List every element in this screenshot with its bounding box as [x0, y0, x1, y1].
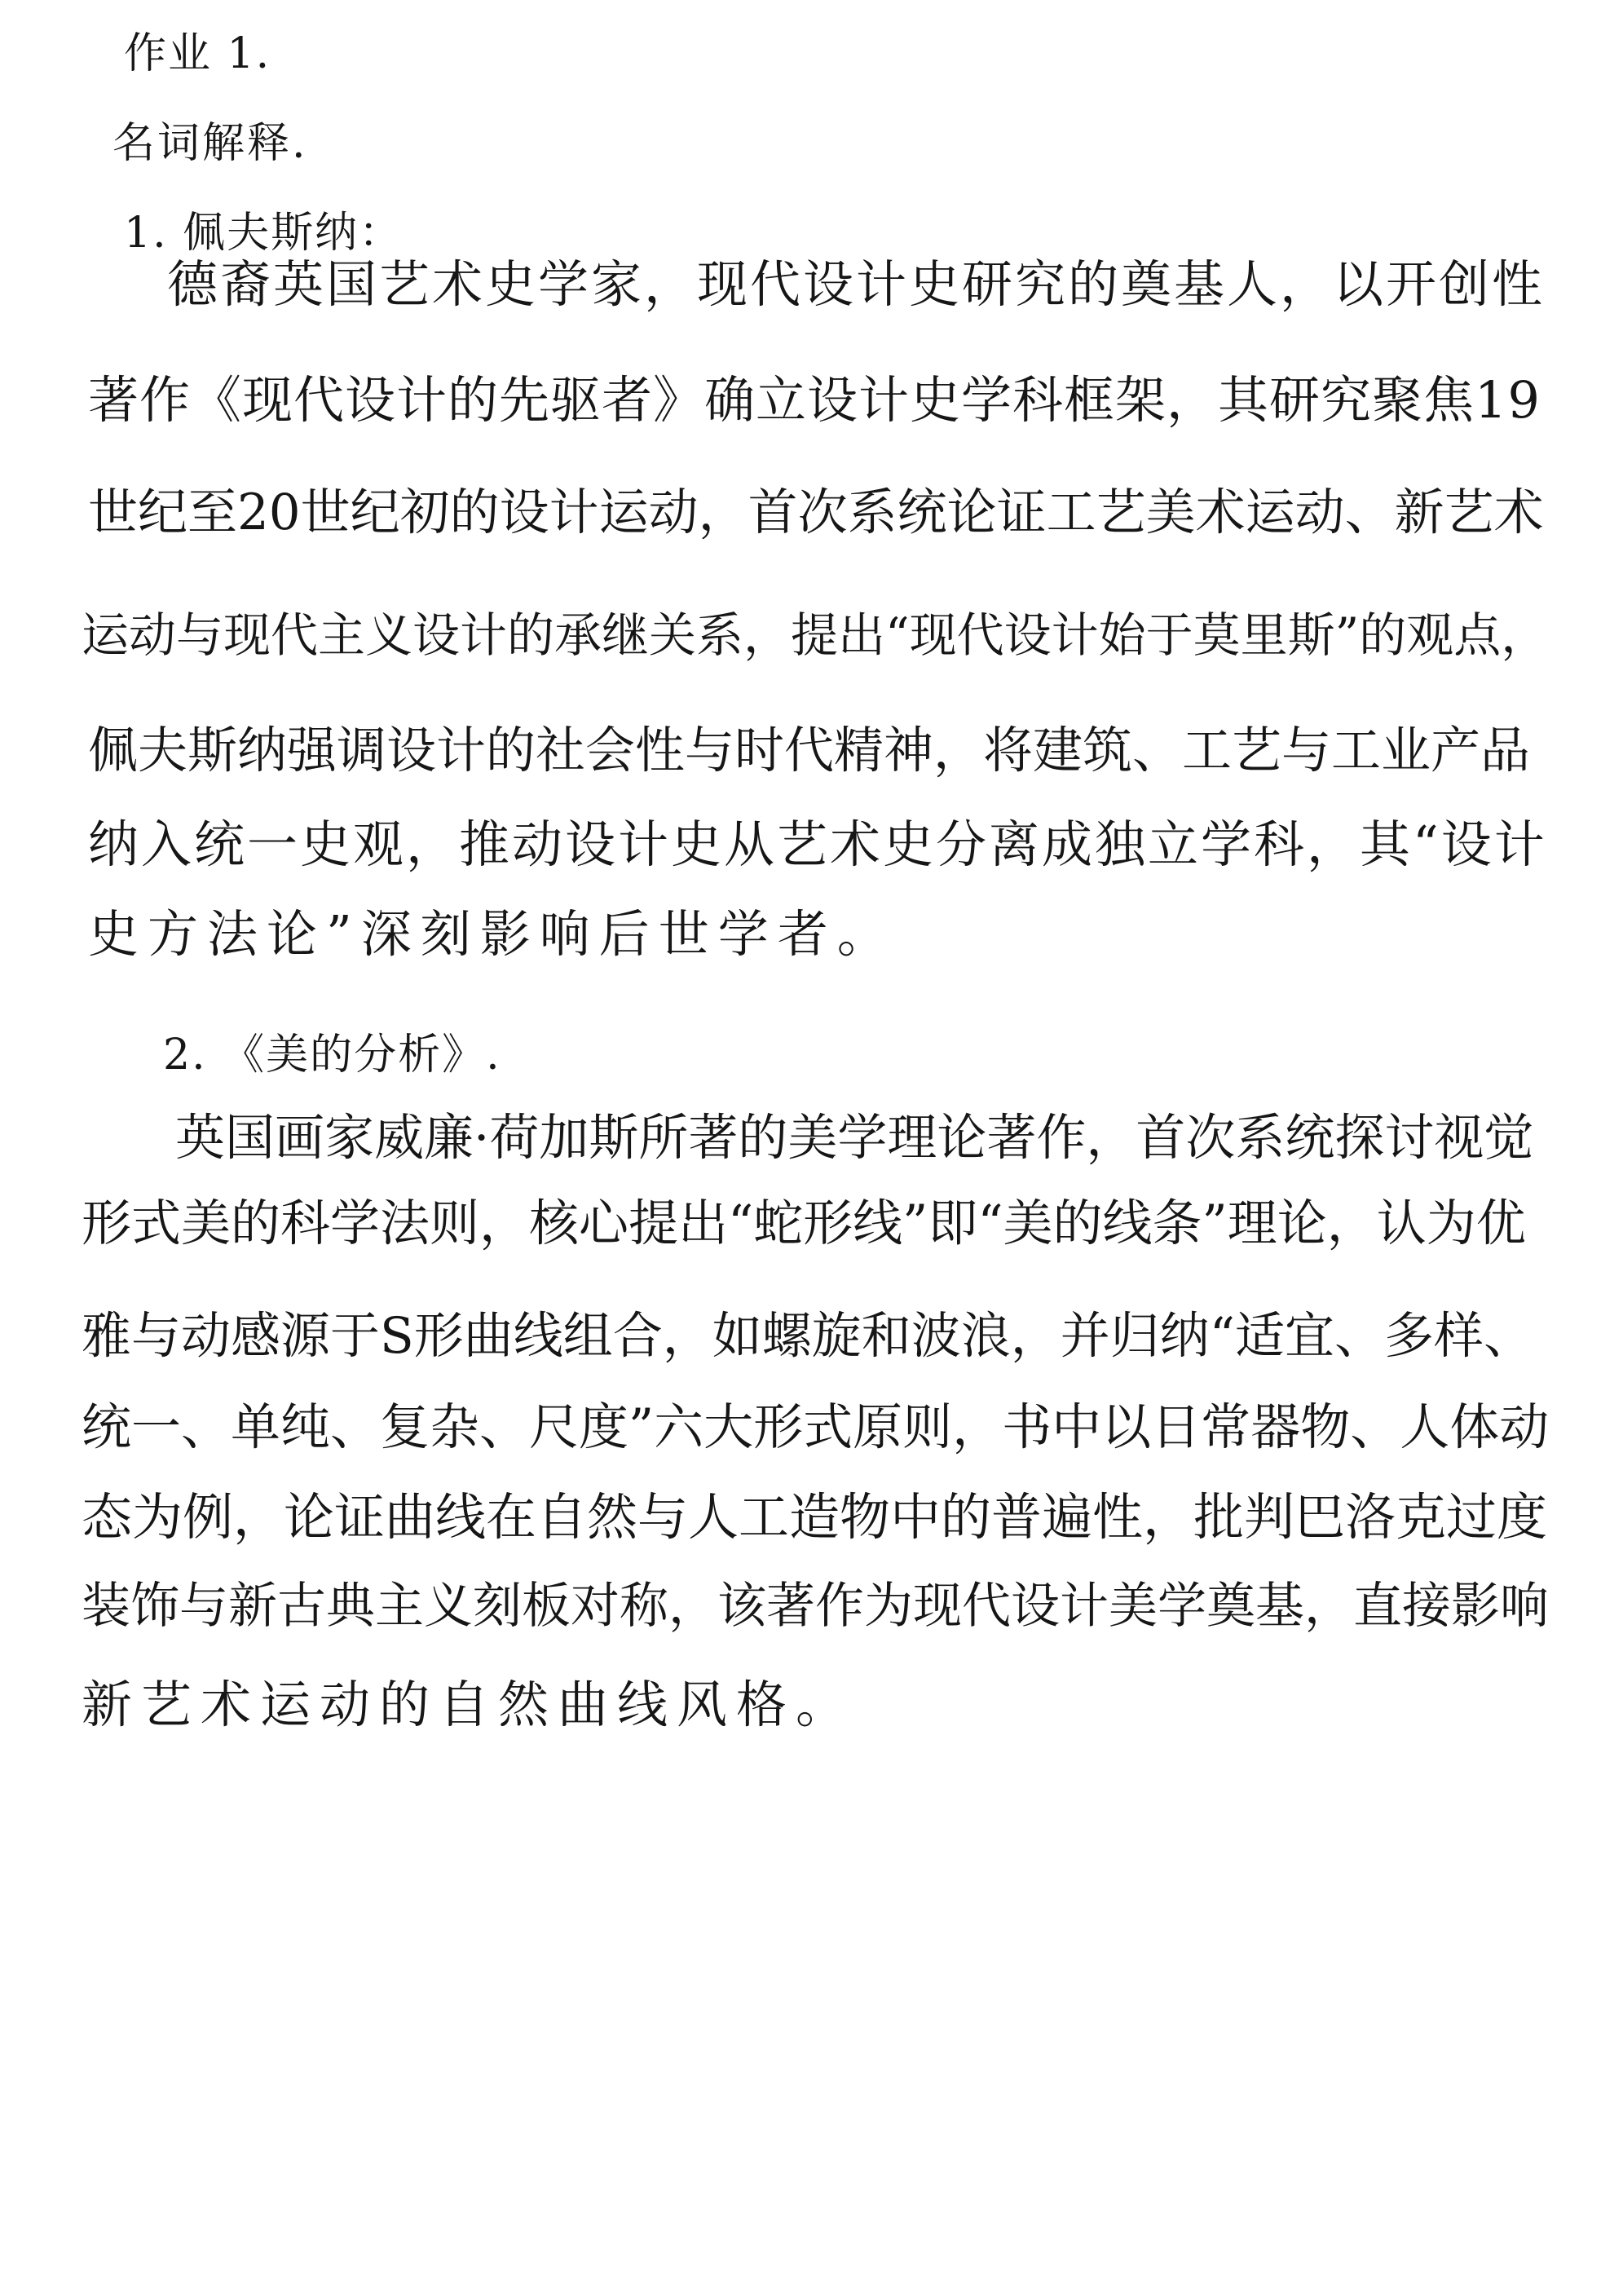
item-2-title: 2. 《美的分析》.	[163, 1031, 501, 1080]
item-1-title: 1. 佩夫斯纳：	[124, 209, 404, 258]
item-1-line: 世纪至20世纪初的设计运动，首次系统论证工艺美术运动、新艺术	[88, 483, 1544, 541]
section-title: 名词解释.	[112, 119, 308, 168]
item-2-line: 新艺术运动的自然曲线风格。	[82, 1675, 856, 1734]
item-2-line: 英国画家威廉·荷加斯所著的美学理论著作，首次系统探讨视觉	[175, 1109, 1534, 1167]
item-1-line: 纳入统一史观，推动设计史从艺术史分离成独立学科，其“设计	[88, 815, 1547, 874]
item-1-line: 德裔英国艺术史学家，现代设计史研究的奠基人，以开创性	[167, 254, 1546, 314]
item-1-line: 佩夫斯纳强调设计的社会性与时代精神，将建筑、工艺与工业产品	[88, 722, 1531, 779]
item-2-line: 形式美的科学法则，核心提出“蛇形线”即“美的线条”理论，认为优	[82, 1194, 1526, 1252]
item-1-line: 著作《现代设计的先驱者》确立设计史学科框架，其研究聚焦19	[88, 370, 1541, 430]
item-2-line: 装饰与新古典主义刻板对称，该著作为现代设计美学奠基，直接影响	[82, 1578, 1549, 1635]
item-2-line: 态为例，论证曲线在自然与人工造物中的普遍性，批判巴洛克过度	[82, 1487, 1548, 1547]
item-1-line: 史方法论”深刻影响后世学者。	[88, 904, 897, 964]
item-2-line: 统一、单纯、复杂、尺度”六大形式原则，书中以日常器物、人体动	[82, 1398, 1550, 1456]
item-1-line: 运动与现代主义设计的承继关系，提出“现代设计始于莫里斯”的观点，	[82, 607, 1549, 663]
item-2-line: 雅与动感源于S形曲线组合，如螺旋和波浪，并归纳“适宜、多样、	[82, 1307, 1533, 1365]
homework-heading: 作业 1.	[124, 29, 271, 78]
